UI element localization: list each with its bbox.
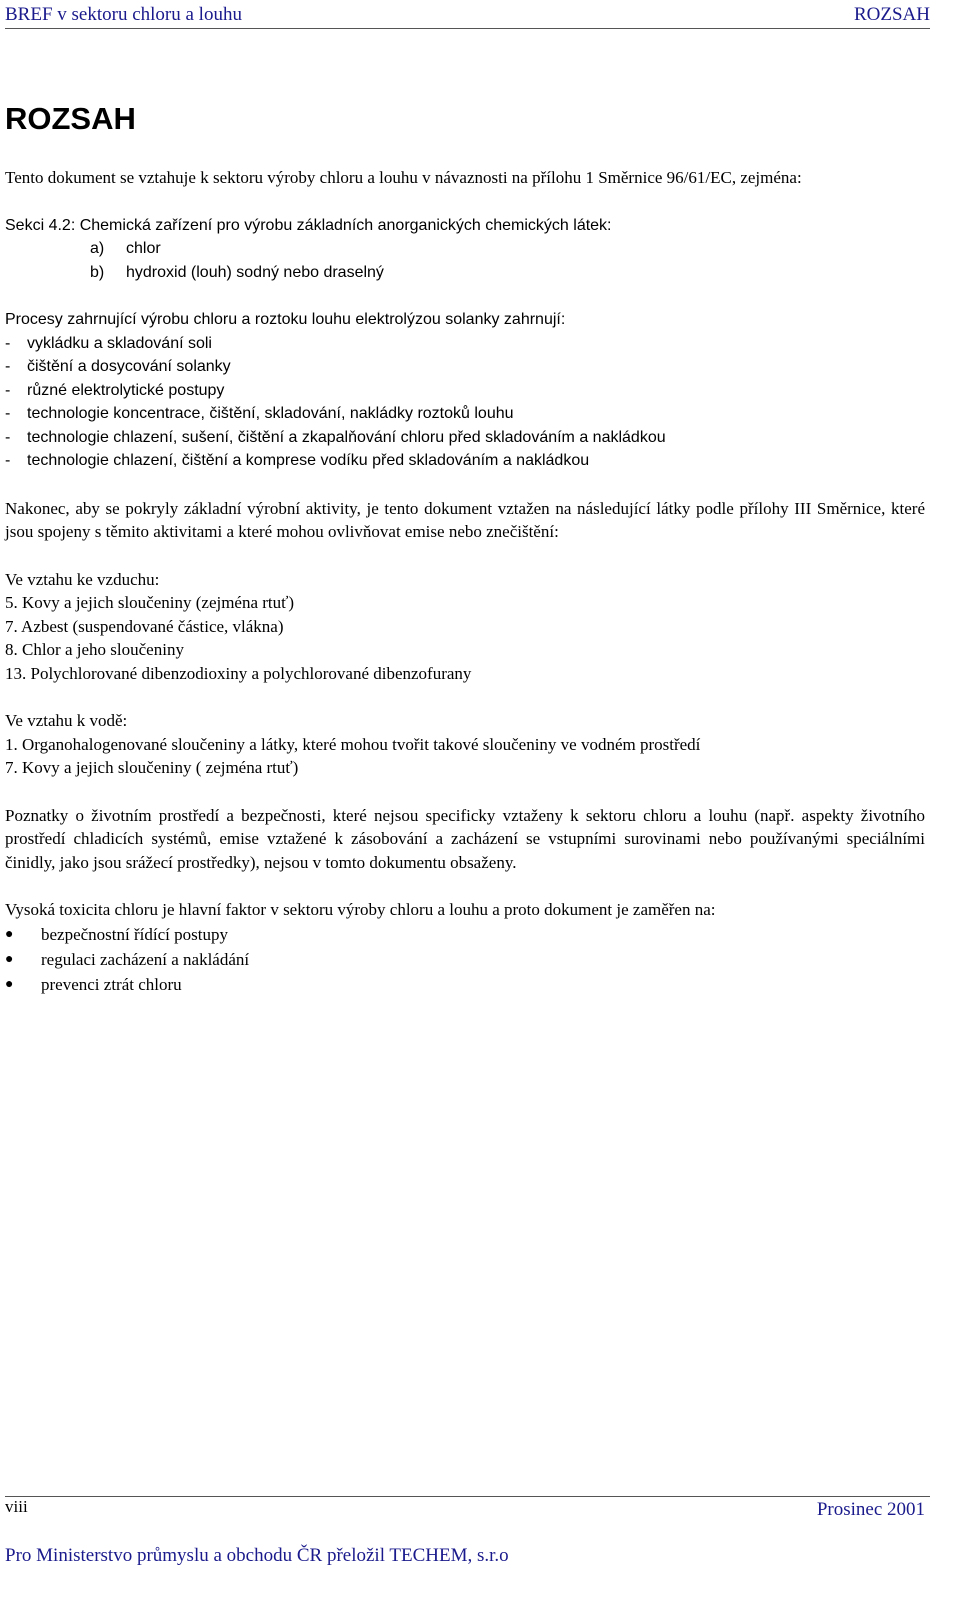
water-block [5, 709, 925, 780]
process-item: - technologie chlazení, čištění a komprese vodíku před skladováním a nakládkou [5, 452, 590, 469]
air-item: 5. Kovy a jejich sloučeniny (zejména rtuť) [5, 593, 295, 612]
water-item: 1. Organohalogenované sloučeniny a látky, které mohou tvořit takové sloučeniny ve vodném prostředí [5, 734, 701, 754]
toxicity-item-text: regulaci zacházení a nakládání [41, 949, 250, 969]
section-item-b [5, 261, 925, 285]
footer-divider [5, 1496, 930, 1497]
air-item: 7. Azbest (suspendované částice, vlákna) [5, 616, 284, 636]
processes-intro: Procesy zahrnující výrobu chloru a roztoku louhu elektrolýzou solanky zahrnují: [5, 311, 566, 328]
air-item: 13. Polychlorované dibenzodioxiny a polychlorované dibenzofurany [5, 663, 472, 683]
bullet-icon: ● [5, 976, 14, 992]
air-block [5, 568, 925, 686]
process-item: - technologie chlazení, sušení, čištění a zkapalňování chloru před skladováním a nakládkou [5, 428, 666, 446]
process-item: - vykládku a skladování soli [5, 334, 212, 352]
toxicity-item [5, 972, 925, 997]
bullet-icon: ● [5, 926, 14, 942]
page-number: viii [5, 1497, 28, 1516]
toxicity-item [5, 947, 925, 972]
header-document-title: BREF v sektoru chloru a louhu [5, 4, 242, 25]
section-item-a [5, 237, 925, 261]
section-item-text: hydroxid (louh) sodný nebo draselný [126, 263, 384, 281]
process-item-text: čištění a dosycování solanky [27, 358, 231, 375]
document-body [5, 166, 925, 997]
water-item: 7. Kovy a jejich sloučeniny ( zejména rtuť) [5, 758, 299, 777]
section-title: Sekci 4.2: Chemická zařízení pro výrobu základních anorganických chemických látek: [5, 216, 612, 234]
air-heading: Ve vztahu ke vzduchu: [5, 569, 160, 589]
header-section-title: ROZSAH [853, 4, 930, 25]
water-heading: Ve vztahu k vodě: [5, 711, 128, 730]
process-item-text: technologie chlazení, čištění a komprese vodíku před skladováním a nakládkou [27, 452, 590, 469]
process-item-text: vykládku a skladování soli [27, 334, 212, 352]
section-item-label: a) [90, 240, 105, 257]
process-item: - technologie koncentrace, čištění, skladování, nakládky roztoků louhu [5, 405, 514, 422]
process-item: - různé elektrolytické postupy [5, 381, 225, 399]
footer-date: Prosinec 2001 [816, 1499, 925, 1520]
process-item: - čištění a dosycování solanky [5, 358, 231, 375]
section-block [5, 214, 925, 285]
process-item-text: různé elektrolytické postupy [27, 381, 225, 399]
toxicity-item-text: bezpečnostní řídící postupy [41, 924, 228, 944]
toxicity-block [5, 898, 925, 997]
air-item: 8. Chlor a jeho sloučeniny [5, 640, 184, 659]
section-item-text: chlor [126, 240, 161, 257]
toxicity-item [5, 922, 925, 947]
intro-paragraph: Tento dokument se vztahuje k sektoru výroby chloru a louhu v návaznosti na přílohu 1 Směrnice 96/61/EC, zejména: [5, 168, 802, 187]
process-item-text: technologie chlazení, sušení, čištění a zkapalňování chloru před skladováním a nakládkou [27, 428, 666, 446]
toxicity-intro: Vysoká toxicita chloru je hlavní faktor v sektoru výroby chloru a louhu a proto dokument je zaměřen na: [5, 900, 716, 919]
page-header [5, 2, 930, 29]
processes-block [5, 308, 925, 473]
toxicity-item-text: prevenci ztrát chloru [41, 974, 182, 994]
footer-credit: Pro Ministerstvo průmyslu a obchodu ČR přeložil TECHEM, s.r.o [5, 1545, 509, 1566]
knowledge-paragraph: Poznatky o životním prostředí a bezpečnosti, které nejsou specificky vztaženy k sektoru chloru a louhu (např. aspekty životního prostředí chladicích systémů, emise vztažené k zásobování a zacházení se vstupními surovinami nebo používanými speciálními činidly, jako jsou srážecí prostředky), nejsou v tomto dokumentu obsaženy. [5, 805, 925, 872]
process-item-text: technologie koncentrace, čištění, skladování, nakládky roztoků louhu [27, 405, 514, 422]
page-title: ROZSAH [5, 101, 136, 136]
bullet-icon: ● [5, 951, 14, 967]
section-item-label: b) [90, 263, 105, 281]
finally-paragraph: Nakonec, aby se pokryly základní výrobní aktivity, je tento dokument vztažen na následující látky podle přílohy III Směrnice, které jsou spojeny s těmito aktivitami a které mohou ovlivňovat emise nebo znečištění: [5, 498, 925, 541]
